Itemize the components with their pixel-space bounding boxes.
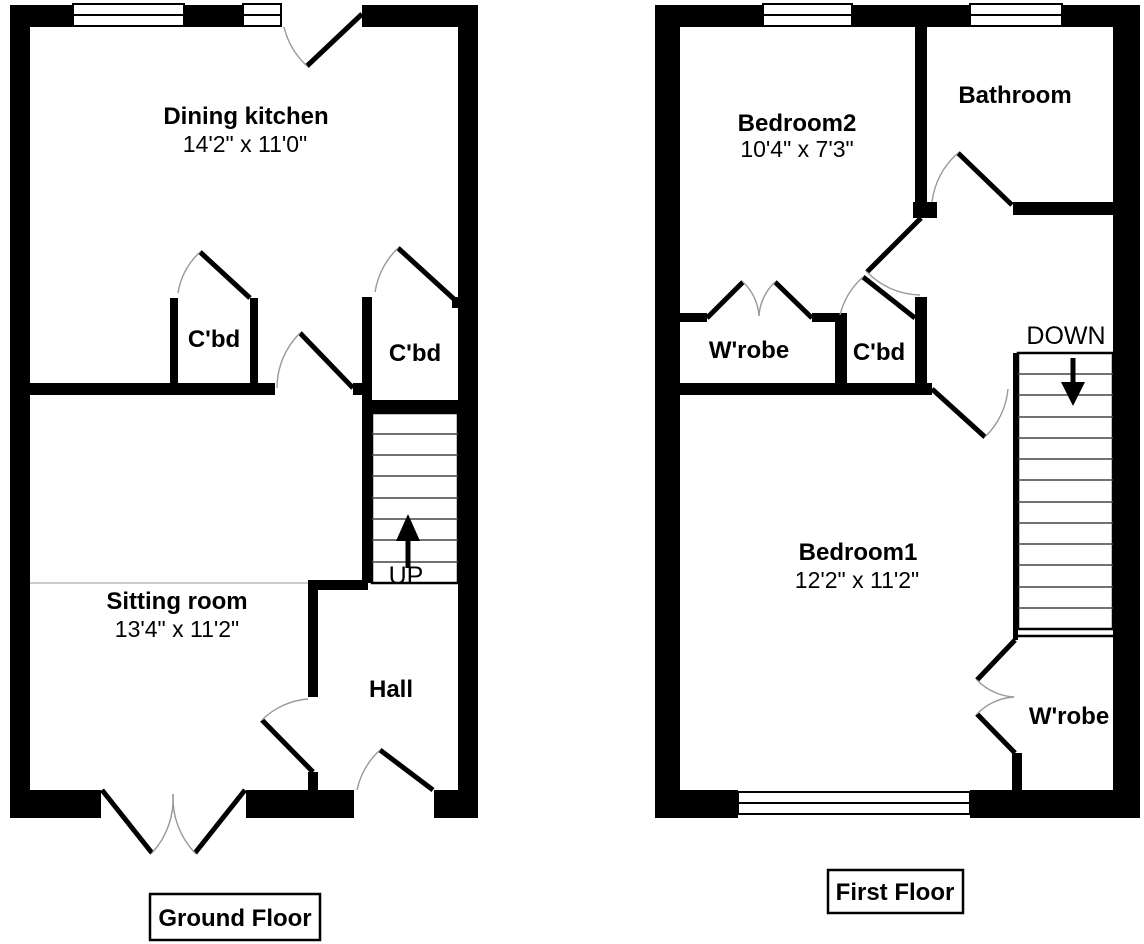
door-swing-arc xyxy=(262,699,308,720)
door-swing-arc xyxy=(178,252,200,293)
room-label-cupboard-2: C'bd xyxy=(388,340,442,367)
door-leaf xyxy=(958,153,1012,205)
door-front-entrance xyxy=(357,750,433,790)
room-dims-sitting-room: 13'4" x 11'2" xyxy=(114,616,240,642)
bathroom-window xyxy=(970,4,1062,26)
door-leaf xyxy=(380,750,433,790)
room-dims-bedroom2: 10'4" x 7'3" xyxy=(740,136,854,162)
front-door-opening xyxy=(354,789,434,819)
stairs-down-label: DOWN xyxy=(1026,322,1106,350)
room-label-cupboard-first: C'bd xyxy=(852,339,906,366)
stairs-ground xyxy=(372,413,458,583)
door-cupboard-2 xyxy=(375,248,455,300)
bedroom2-window xyxy=(763,4,852,26)
floor-title-ground xyxy=(150,894,320,940)
down-arrow-icon xyxy=(1061,358,1085,406)
door-leaf xyxy=(977,640,1015,680)
door-swing-arc xyxy=(977,680,1014,697)
doors-wardrobe-bedroom1 xyxy=(977,640,1015,753)
room-label-wardrobe-landing: W'robe xyxy=(708,337,790,364)
stair-treads xyxy=(1018,374,1113,608)
door-swing-arc xyxy=(840,277,863,315)
kitchen-window-large xyxy=(73,4,184,26)
door-swing-arc xyxy=(284,27,307,66)
door-sitting-room xyxy=(262,699,313,772)
doors-wardrobe-landing xyxy=(707,282,812,318)
door-swing-arc xyxy=(743,282,759,316)
room-label-cupboard-1: C'bd xyxy=(187,326,241,353)
room-label-wardrobe-bedroom1: W'robe xyxy=(1028,703,1110,730)
door-leaf xyxy=(707,282,743,318)
bedroom1-window xyxy=(738,792,970,814)
door-swing-arc xyxy=(375,248,398,292)
door-leaf xyxy=(977,714,1015,753)
stair-treads xyxy=(372,434,458,562)
door-swing-arc xyxy=(977,697,1014,714)
door-bathroom xyxy=(932,153,1012,205)
stairs-first xyxy=(1018,353,1113,636)
door-cupboard-1 xyxy=(178,252,250,298)
kitchen-window-small xyxy=(243,4,281,26)
floor-title-text: Ground Floor xyxy=(158,905,312,932)
room-label-bedroom1: Bedroom1 xyxy=(798,539,918,566)
first-floor-walls xyxy=(655,5,1140,818)
floor-title-first xyxy=(828,870,963,913)
room-label-hall: Hall xyxy=(368,676,414,703)
door-leaf xyxy=(863,277,915,318)
door-bedroom1 xyxy=(932,389,1008,437)
room-label-sitting-room: Sitting room xyxy=(106,588,248,615)
door-leaf xyxy=(200,252,250,298)
door-leaf xyxy=(398,248,455,300)
door-swing-arc xyxy=(932,153,958,202)
up-arrow-icon xyxy=(396,514,420,568)
door-swing-arc xyxy=(277,333,300,388)
door-dining-kitchen xyxy=(277,333,353,388)
floor-title-text: First Floor xyxy=(835,879,955,906)
door-cupboard-first xyxy=(840,277,915,318)
door-leaf xyxy=(300,333,353,388)
stairs-up-label: UP xyxy=(388,562,424,590)
door-leaf xyxy=(867,218,921,272)
door-leaf xyxy=(262,720,313,772)
room-label-bedroom2: Bedroom2 xyxy=(737,110,857,137)
ground-floor-plan xyxy=(10,4,478,940)
door-leaf xyxy=(932,389,985,437)
door-swing-arc xyxy=(759,282,775,316)
room-dims-dining-kitchen: 14'2" x 11'0" xyxy=(182,131,308,157)
door-swing-arc xyxy=(985,389,1008,437)
first-floor-plan xyxy=(655,4,1140,913)
door-swing-arc xyxy=(357,750,380,790)
door-leaf xyxy=(775,282,812,318)
room-dims-bedroom1: 12'2" x 11'2" xyxy=(794,567,920,593)
room-label-dining-kitchen: Dining kitchen xyxy=(163,103,329,130)
room-label-bathroom: Bathroom xyxy=(958,82,1072,109)
